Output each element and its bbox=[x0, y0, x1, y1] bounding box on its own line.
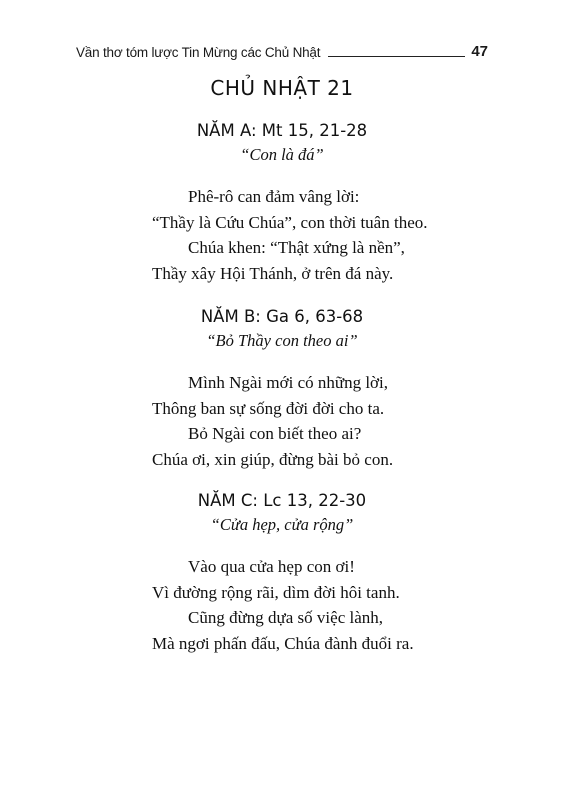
poem-line: Vào qua cửa hẹp con ơi! bbox=[188, 557, 355, 576]
poem bbox=[0, 370, 564, 472]
poem-line: Chúa ơi, xin giúp, đừng bài bỏ con. bbox=[152, 449, 394, 469]
section-subtitle: “Con là đá” bbox=[240, 145, 324, 164]
section-year-a bbox=[0, 119, 564, 286]
poem-line: Thầy xây Hội Thánh, ở trên đá này. bbox=[152, 263, 394, 283]
section-heading: NĂM C: Lc 13, 22-30 bbox=[197, 491, 367, 510]
poem-line: Mà ngơi phấn đấu, Chúa đành đuổi ra. bbox=[152, 633, 414, 653]
section-subtitle: “Bỏ Thầy con theo ai” bbox=[206, 331, 358, 350]
section-subtitle: “Cửa hẹp, cửa rộng” bbox=[210, 515, 354, 534]
header-title: Vần thơ tóm lược Tin Mừng các Chủ Nhật bbox=[76, 45, 321, 60]
section-year-c bbox=[0, 489, 564, 656]
poem-line: Cũng đừng dựa số việc lành, bbox=[188, 608, 384, 627]
poem-line: Phê-rô can đảm vâng lời: bbox=[188, 187, 360, 206]
page-number: 47 bbox=[471, 43, 488, 60]
running-header bbox=[76, 38, 488, 60]
section-heading: NĂM A: Mt 15, 21-28 bbox=[196, 121, 368, 140]
header-rule bbox=[328, 56, 465, 57]
poem-line: Bỏ Ngài con biết theo ai? bbox=[188, 424, 362, 443]
section-year-b bbox=[0, 305, 564, 472]
poem bbox=[0, 184, 564, 286]
poem-line: Mình Ngài mới có những lời, bbox=[188, 373, 389, 392]
poem-line: Chúa khen: “Thật xứng là nền”, bbox=[188, 238, 405, 257]
poem bbox=[0, 554, 564, 656]
section-heading: NĂM B: Ga 6, 63-68 bbox=[200, 307, 364, 326]
poem-line: Vì đường rộng rãi, dìm đời hôi tanh. bbox=[152, 582, 400, 602]
poem-line: “Thầy là Cứu Chúa”, con thời tuân theo. bbox=[152, 212, 428, 232]
chapter-title: CHỦ NHẬT 21 bbox=[210, 76, 354, 100]
poem-line: Thông ban sự sống đời đời cho ta. bbox=[152, 398, 385, 418]
